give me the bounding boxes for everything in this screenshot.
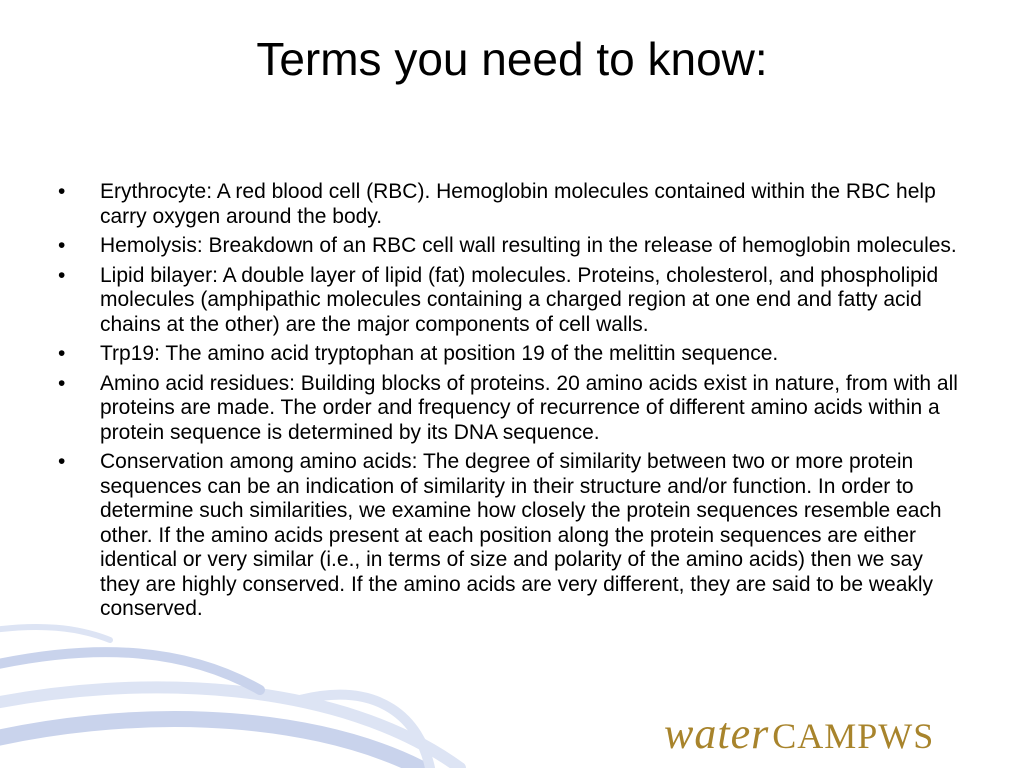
term-trp19 — [58, 342, 963, 367]
term-amino-acid-residues — [58, 372, 963, 446]
term-text: Trp19: The amino acid tryptophan at position 19 of the melittin sequence. — [100, 342, 779, 365]
term-text: Conservation among amino acids: The degree of similarity between two or more protein sequences can be an indication of similarity in their structure and/or function. In order to determine such similarities, we examine how closely the protein sequences resemble each other. If the amino acids present at each position along the protein sequences are either identical or very similar (i.e., in terms of size and polarity of the amino acids) then we say they are highly conserved. If the amino acids are very different, they are said to be weakly conserved. — [100, 450, 942, 620]
swirl-stroke-3 — [0, 652, 260, 690]
terms-list — [58, 180, 963, 627]
logo-campws-text: CAMPWS — [772, 716, 935, 756]
bullet: • — [58, 234, 66, 257]
swirl-stroke-5 — [0, 627, 110, 640]
term-erythrocyte — [58, 180, 963, 229]
term-text: Amino acid residues: Building blocks of proteins. 20 amino acids exist in nature, from with all proteins are made. The order and frequency of recurrence of different amino acids within a protein sequence is determined by its DNA sequence. — [100, 371, 958, 444]
logo-water-text: water — [664, 709, 770, 758]
term-text: Hemolysis: Breakdown of an RBC cell wall resulting in the release of hemoglobin molecules. — [100, 234, 957, 257]
slide-title: Terms you need to know: — [256, 33, 768, 85]
bullet: • — [58, 180, 66, 203]
bullet: • — [58, 371, 66, 395]
term-text: Erythrocyte: A red blood cell (RBC). Hemoglobin molecules contained within the RBC help carry oxygen around the body. — [100, 180, 936, 228]
term-conservation — [58, 450, 963, 622]
bullet: • — [58, 263, 66, 287]
term-hemolysis — [58, 234, 963, 259]
bullet: • — [58, 342, 66, 365]
swirl-stroke-2 — [0, 687, 460, 768]
swirl-stroke-1 — [0, 719, 420, 768]
bullet: • — [58, 450, 66, 473]
watercampws-logo — [664, 709, 935, 758]
term-text: Lipid bilayer: A double layer of lipid (fat) molecules. Proteins, cholesterol, and phospholipid molecules (amphipathic molecules containing a charged region at one end and fatty acid chains at the other) are the major components of cell walls. — [100, 263, 939, 336]
term-lipid-bilayer — [58, 264, 963, 338]
swirl-stroke-4 — [300, 695, 430, 768]
